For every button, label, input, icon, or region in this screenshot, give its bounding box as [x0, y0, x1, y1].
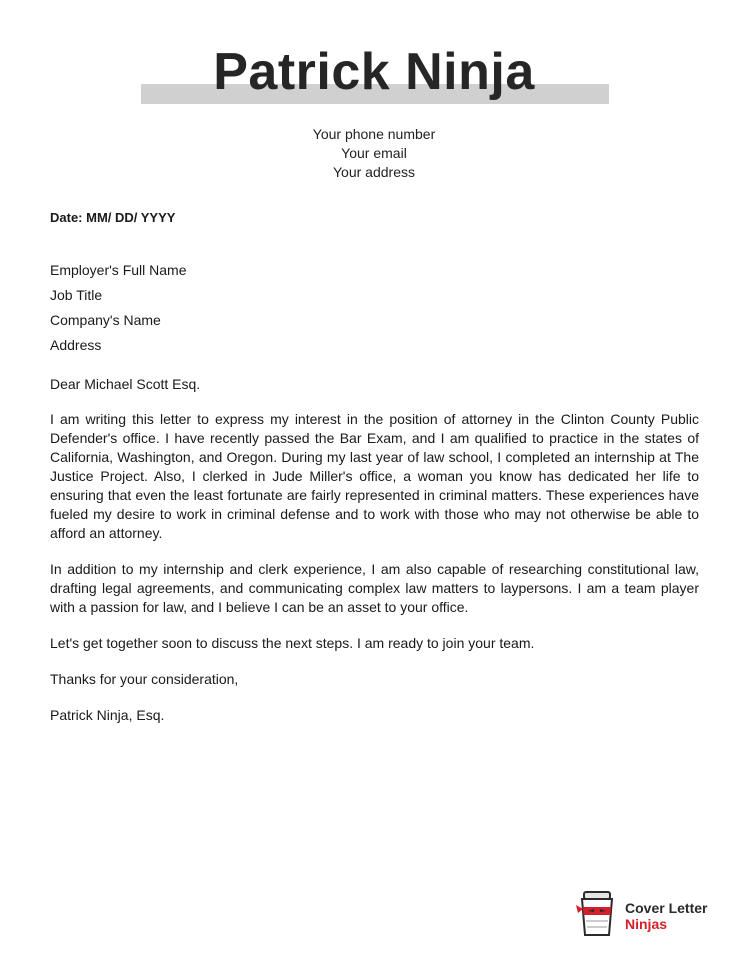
ninja-mascot-icon — [576, 889, 620, 937]
body-paragraph-2: In addition to my internship and clerk experience, I am also capable of researching constitutional law, drafting legal agreements, and communicating complex law matters to laypersons. I am a team player with a passion for law, and I believe I can be an asset to your office. — [50, 561, 699, 615]
letter-body — [50, 410, 699, 742]
applicant-name: Patrick Ninja — [213, 43, 535, 101]
logo-text-ninjas: Ninjas — [625, 916, 668, 932]
salutation: Dear Michael Scott Esq. — [50, 376, 201, 392]
body-paragraph-1: I am writing this letter to express my interest in the position of attorney in the Clinton County Public Defender's office. I have recently passed the Bar Exam, and I am qualified to practice in the states of California, Washington, and Oregon. During my last year of law school, I completed an internship at The Justice Project. Also, I clerked in Jude Miller's office, a woman you know has dedicated her life to ensuring that even the least fortunate are fairly represented in criminal matters. These experiences have fueled my desire to work in criminal defense and to work with those who may not otherwise be able to afford an attorney. — [50, 411, 699, 541]
employer-company: Company's Name — [50, 312, 161, 328]
employer-block — [50, 258, 187, 358]
closing-line: Let's get together soon to discuss the next steps. I am ready to join your team. — [50, 635, 535, 651]
contact-phone: Your phone number — [312, 126, 436, 142]
sign-off: Thanks for your consideration, — [50, 671, 239, 687]
letter-date: Date: MM/ DD/ YYYY — [50, 210, 176, 225]
employer-full-name: Employer's Full Name — [50, 262, 187, 278]
contact-address: Your address — [333, 164, 415, 180]
logo-text-cover-letter: Cover Letter — [625, 900, 708, 916]
cover-letter-ninjas-logo — [576, 889, 726, 939]
contact-email: Your email — [341, 145, 407, 161]
signature-name: Patrick Ninja, Esq. — [50, 707, 165, 723]
employer-job-title: Job Title — [50, 287, 103, 303]
contact-block — [0, 125, 748, 182]
employer-address: Address — [50, 337, 102, 353]
